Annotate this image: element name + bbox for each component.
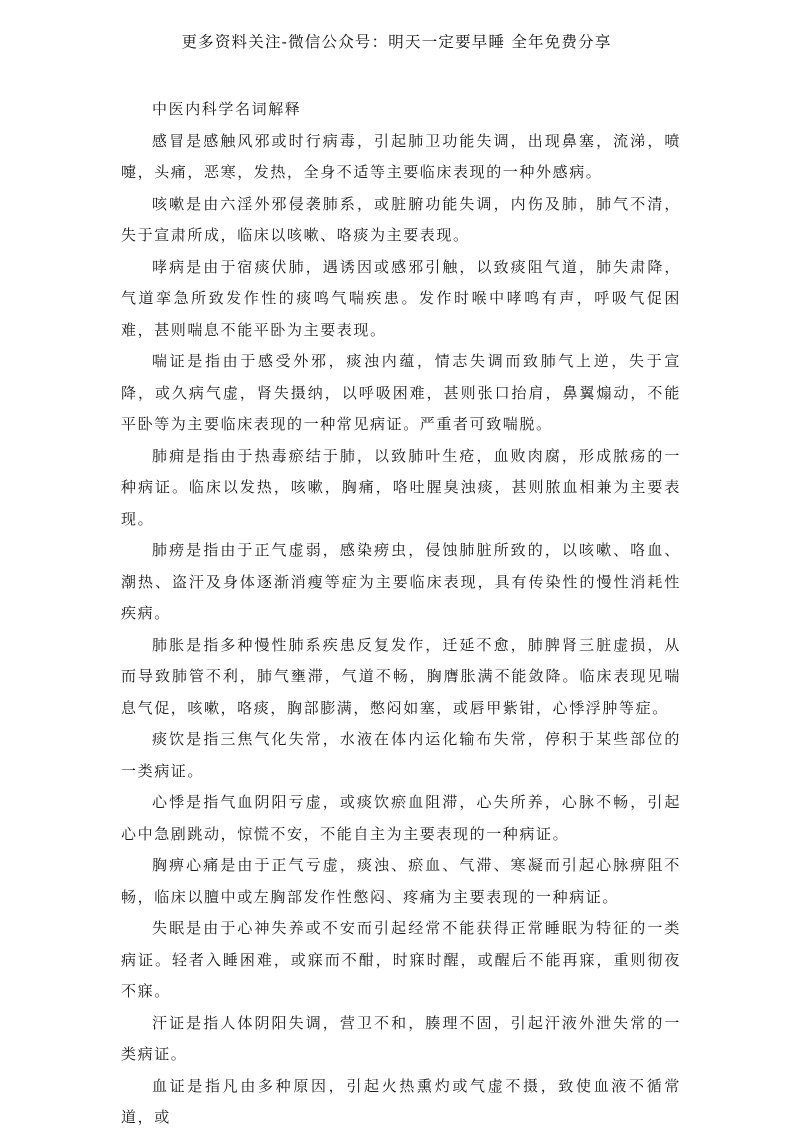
document-body <box>121 94 681 1134</box>
paragraph-tanyin: 痰饮是指三焦气化失常，水液在体内运化输布失常，停积于某些部位的一类病证。 <box>121 730 681 780</box>
paragraph-shimian: 失眠是由于心神失养或不安而引起经常不能获得正常睡眠为特征的一类病证。轻者入睡困难，或寐而不酣，时寐时醒，或醒后不能再寐，重则彻夜不寐。 <box>121 919 681 1000</box>
paragraph-xiongbi: 胸痹心痛是由于正气亏虚，痰浊、瘀血、气滞、寒凝而引起心脉痹阻不畅，临床以膻中或左胸部发作性憋闷、疼痛为主要表现的一种病证。 <box>121 856 681 906</box>
paragraph-hanzheng: 汗证是指人体阴阳失调，营卫不和，腠理不固，引起汗液外泄失常的一类病证。 <box>121 1013 681 1063</box>
paragraph-feiyong: 肺痈是指由于热毒瘀结于肺，以致肺叶生疮，血败肉腐，形成脓疡的一种病证。临床以发热，咳嗽，胸痛，咯吐腥臭浊痰，甚则脓血相兼为主要表现。 <box>121 446 681 528</box>
paragraph-xiaobing: 哮病是由于宿痰伏肺，遇诱因或感邪引触，以致痰阻气道，肺失肃降，气道挛急所致发作性的痰鸣气喘疾患。发作时喉中哮鸣有声，呼吸气促困难，甚则喘息不能平卧为主要表现。 <box>121 257 681 339</box>
paragraph-ganmao: 感冒是感触风邪或时行病毒，引起肺卫功能失调，出现鼻塞，流涕，喷嚏，头痛，恶寒，发热，全身不适等主要临床表现的一种外感病。 <box>121 131 681 181</box>
paragraph-xinji: 心悸是指气血阴阳亏虚，或痰饮瘀血阻滞，心失所养，心脉不畅，引起心中急剧跳动，惊慌不安，不能自主为主要表现的一种病证。 <box>121 793 681 843</box>
paragraph-xuezheng: 血证是指凡由多种原因，引起火热熏灼或气虚不摄，致使血液不循常道，或 <box>121 1076 681 1126</box>
paragraph-chuanzheng: 喘证是指由于感受外邪，痰浊内蕴，情志失调而致肺气上逆，失于宣降，或久病气虚，肾失摄纳，以呼吸困难，甚则张口抬肩，鼻翼煽动，不能平卧等为主要临床表现的一种常见病证。严重者可致喘脱。 <box>121 352 681 433</box>
paragraph-feilao: 肺痨是指由于正气虚弱，感染痨虫，侵蚀肺脏所致的，以咳嗽、咯血、潮热、盗汗及身体逐渐消瘦等症为主要临床表现，具有传染性的慢性消耗性疾病。 <box>121 541 681 622</box>
paragraph-feizhang: 肺胀是指多种慢性肺系疾患反复发作，迁延不愈，肺脾肾三脏虚损，从而导致肺管不利，肺气壅滞，气道不畅，胸膺胀满不能敛降。临床表现见喘息气促，咳嗽，咯痰，胸部膨满，憋闷如塞，或唇甲紫钳，心悸浮肿等症。 <box>121 635 681 717</box>
page-header-banner: 更多资料关注-微信公众号：明天一定要早睡 全年免费分享 <box>181 33 612 51</box>
document-title: 中医内科学名词解释 <box>152 100 302 118</box>
paragraph-kesou: 咳嗽是由六淫外邪侵袭肺系，或脏腑功能失调，内伤及肺，肺气不清，失于宣肃所成，临床以咳嗽、咯痰为主要表现。 <box>121 194 681 244</box>
